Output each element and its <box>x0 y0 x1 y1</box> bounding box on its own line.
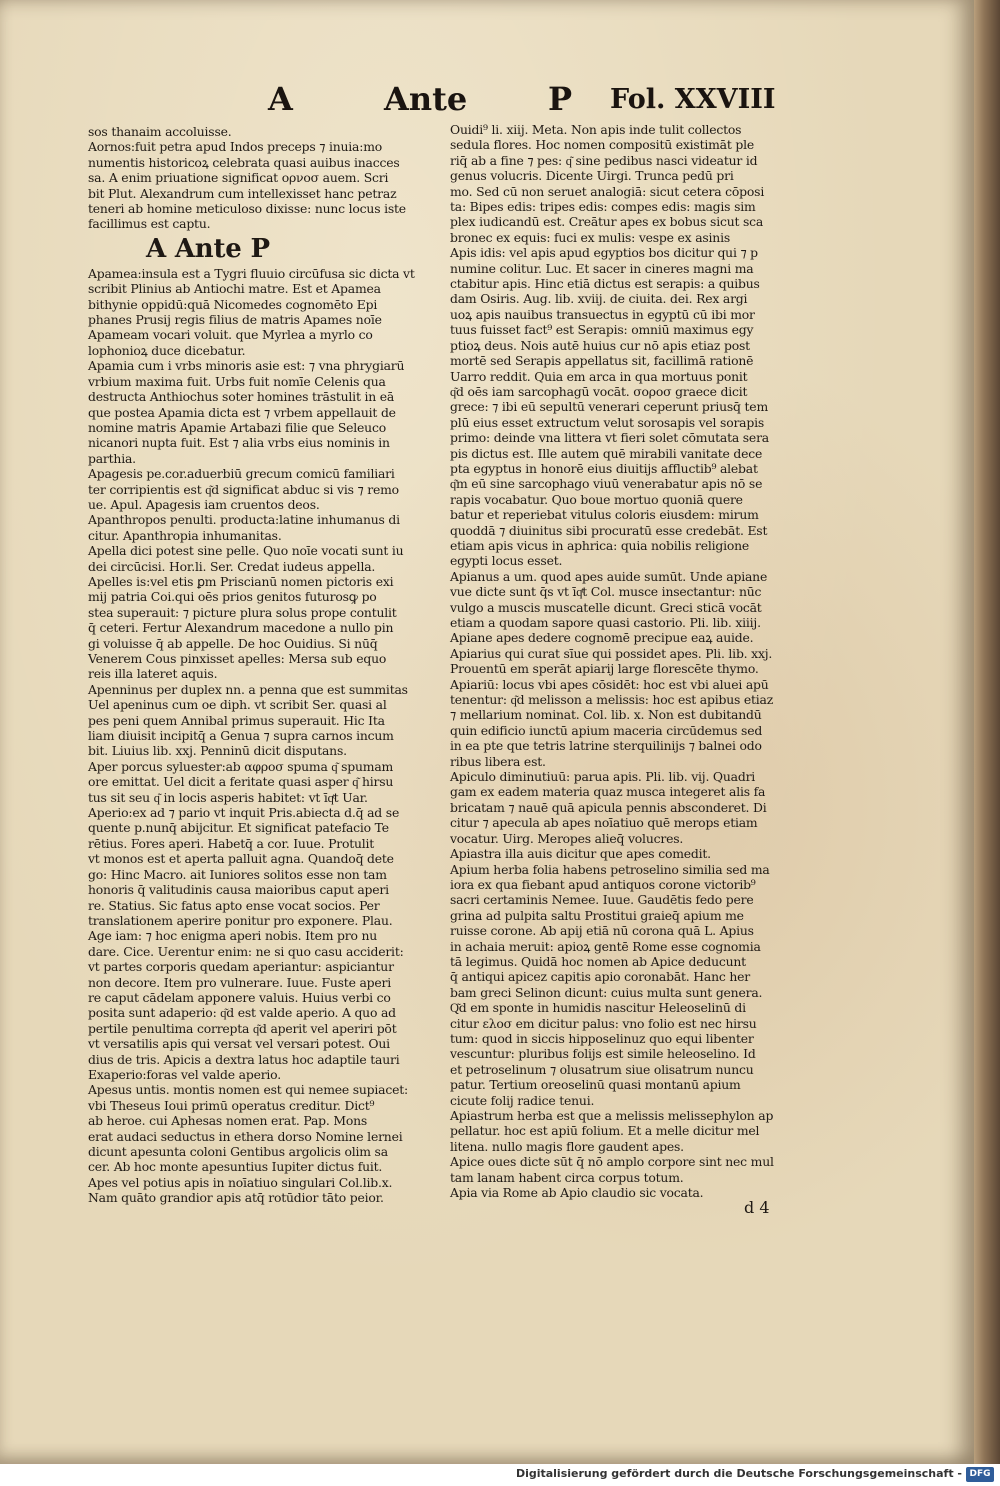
text-line: vbi Theseus Ioui primū operatus creditur. Dict⁹ <box>88 1097 375 1113</box>
text-line: sa. A enim priuatione significat ορνοσ auem. Scri <box>88 170 389 186</box>
text-line: mo. Sed cū non seruet analogiā: sicut cetera cōposi <box>450 183 765 199</box>
text-line: Apianus a um. quod apes auide sumūt. Unde apiane <box>450 568 768 584</box>
text-line: Ouidi⁹ li. xiij. Meta. Non apis inde tulit collectos <box>450 122 742 137</box>
signature-mark: d 4 <box>744 1198 770 1217</box>
text-line: ctabitur apis. Hinc etiā dictus est serapis: a quibus <box>450 276 760 292</box>
text-line: pes peni quem Annibal primus superauit. Hic Ita <box>88 712 385 728</box>
text-line: honoris q̄ valitudinis causa maioribus caput aperi <box>88 882 389 898</box>
text-line: in ea pte que tetris latrine sterquilinijs ⁊ balnei odo <box>450 738 762 754</box>
text-line: Q͂d em sponte in humidis nascitur Heleoselinū di <box>450 1000 746 1016</box>
text-line: mij patria Coi.qui oēs prios genitos futurosꝙ po <box>88 589 377 605</box>
text-line: plū eius esset extructum velut sorosapis vel sorapis <box>450 414 765 430</box>
text-line: non decore. Item pro vulnerare. Iuue. Fuste aperi <box>88 974 391 990</box>
text-line: stea superauit: ⁊ picture plura solus prope contulit <box>88 604 397 620</box>
text-line: vt versatilis apis qui versat vel versari potest. Oui <box>88 1036 390 1052</box>
text-line: Uel apeninus cum oe diph. vt scribit Ser. quasi al <box>88 697 387 713</box>
text-line: Apiastra illa auis dicitur que apes comedit. <box>450 846 711 862</box>
text-line: ab heroe. cui Aphesas nomen erat. Pap. Mons <box>88 1113 368 1129</box>
text-line: Apis idis: vel apis apud egyptios bos dicitur qui ⁊ p <box>450 245 758 261</box>
text-line: Apameam vocari voluit. que Myrlea a myrlo co <box>88 327 373 343</box>
dfg-logo: DFG <box>966 1467 994 1482</box>
text-line: dei circūcisi. Hor.li. Ser. Credat iudeus appella. <box>88 558 376 574</box>
text-line: Apiariū: locus vbi apes cōsidēt: hoc est vbi aluei apū <box>450 676 769 692</box>
text-line: vescuntur: pluribus folijs est simile heleoselino. Id <box>450 1046 756 1062</box>
text-line: facillimus est captu. <box>88 216 211 232</box>
text-line: sedula flores. Hoc nomen compositū existimāt ple <box>450 137 755 153</box>
text-line: egypti locus esset. <box>450 553 563 569</box>
text-line: bricatam ⁊ nauē quā apicula pennis absconderet. Di <box>450 799 767 815</box>
text-line: Uarro reddit. Quia em arca in qua mortuus ponit <box>450 368 748 384</box>
text-line: dam Osiris. Aug. lib. xviij. de ciuita. dei. Rex argi <box>450 291 748 307</box>
text-line: Apiane apes dedere cognomē precipue eaꝝ auide. <box>450 630 754 646</box>
text-line: Apium herba folia habens petroselino similia sed ma <box>450 861 770 877</box>
text-line: grina ad pulpita saltu Prostitui graieq̄ apium me <box>450 907 744 923</box>
text-line: Apiarius qui curat sīue qui possidet apes. Pli. lib. xxj. <box>450 645 773 661</box>
text-line: pertile penultima correpta q͂d aperit vel aperiri pōt <box>88 1020 397 1036</box>
text-line: pellatur. hoc est apiū folium. Et a melle dicitur mel <box>450 1123 760 1139</box>
left-column <box>88 124 436 1206</box>
left-main-entries <box>88 266 436 1206</box>
text-line: vrbium maxima fuit. Urbs fuit nomīe Celenis qua <box>88 373 386 389</box>
text-line: gi voluisse q̄ ab appelle. De hoc Ouidius. Si nūq̄ <box>88 635 378 651</box>
text-line: riq̄ ab a fine ⁊ pes: q͂ sine pedibus nasci videatur id <box>450 152 758 168</box>
text-line: dius de tris. Apicis a dextra latus hoc adaptile tauri <box>88 1051 400 1067</box>
text-line: nicanori nupta fuit. Est ⁊ alia vrbs eius nominis in <box>88 435 390 451</box>
text-line: Apiastrum herba est que a melissis melissephylon ap <box>450 1108 774 1123</box>
text-line: etiam a quodam sapore quasi castorio. Pli. lib. xiiij. <box>450 615 761 630</box>
text-line: Aper porcus syluester:ab αφροσ spuma q͂ spumam <box>88 758 394 774</box>
text-line: translationem aperire ponitur pro exponere. Plau. <box>88 912 393 928</box>
text-line: vue dicte sunt q̄s vt īqͭt Col. musce insectantur: nūc <box>450 584 762 600</box>
text-line: ore emittat. Uel dicit a feritate quasi asper q͂ hirsu <box>88 774 394 790</box>
text-line: parthia. <box>88 450 136 466</box>
text-line: grece: ⁊ ibi eū sepultū venerari ceperunt priusq̄ tem <box>450 399 768 415</box>
page-edge <box>974 0 1000 1464</box>
text-line: tam lanam habent circa corpus totum. <box>450 1169 684 1185</box>
text-line: teneri ab homine meticuloso dixisse: nunc locus iste <box>88 201 406 217</box>
text-line: Apamia cum i vrbs minoris asie est: ⁊ vna phrygiarū <box>88 358 405 374</box>
text-line: Apenninus per duplex nn. a penna que est summitas <box>88 681 408 697</box>
folio-number: Fol. XXVIII <box>610 84 776 115</box>
text-line: bit Plut. Alexandrum cum intellexisset hanc petraz <box>88 185 397 201</box>
text-line: ribus libera est. <box>450 753 546 769</box>
text-line: q͂d oēs iam sarcophagū vocāt. σοροσ graece dicit <box>450 383 748 399</box>
text-line: go: Hinc Macro. ait Iuniores solitos esse non tam <box>88 866 387 882</box>
text-line: Nam quāto grandior apis atq̄ rotūdior tāto peior. <box>88 1190 384 1206</box>
text-line: Prouentū em sperāt apiarij large florescēte thymo. <box>450 661 759 677</box>
header-word: Ante <box>384 80 468 118</box>
header-letter-2: P <box>548 80 573 118</box>
text-line: genus volucris. Dicente Uirgi. Trunca pedū pri <box>450 168 734 184</box>
text-line: pta egyptus in honorē eius diuitijs affluctib⁹ alebat <box>450 460 758 476</box>
text-line: vt partes corporis quedam aperiantur: aspiciantur <box>88 959 394 975</box>
text-line: Apice oues dicte sūt q̄ nō amplo corpore sint nec mul <box>450 1154 774 1170</box>
text-line: liam diuisit incipitq̄ a Genua ⁊ supra carnos incum <box>88 728 394 744</box>
text-line: tuus fuisset fact⁹ est Serapis: omniū maximus egy <box>450 322 754 338</box>
text-line: destructa Anthiochus soter homines trāstulit in eā <box>88 389 395 405</box>
text-line: Age iam: ⁊ hoc enigma aperi nobis. Item pro nu <box>88 928 378 944</box>
text-line: vulgo a muscis muscatelle dicunt. Greci sticā vocāt <box>450 599 762 615</box>
text-line: q̄ antiqui apicez capitis apio coronabāt. Hanc her <box>450 969 750 985</box>
text-line: Apia via Rome ab Apio claudio sic vocata. <box>450 1185 704 1201</box>
text-line: Apanthropos penulti. producta:latine inhumanus di <box>88 512 400 528</box>
header-letter: A <box>268 80 293 118</box>
text-line: que postea Apamia dicta est ⁊ vrbem appellauit de <box>88 404 396 420</box>
text-line: cer. Ab hoc monte apesuntius Iupiter dictus fuit. <box>88 1159 383 1175</box>
text-line: ta: Bipes edis: tripes edis: compes edis: magis sim <box>450 199 756 215</box>
text-line: ter corripientis est q͂d significat abduc si vis ⁊ remo <box>88 481 399 497</box>
text-line: tenentur: q͂d melisson a melissis: hoc est apibus etiaz <box>450 692 774 708</box>
text-line: etiam apis vicus in aphrica: quia nobilis religione <box>450 537 750 553</box>
text-line: numentis historicoꝝ celebrata quasi auibus inacces <box>88 154 400 170</box>
text-line: numine colitur. Luc. Et sacer in cineres magni ma <box>450 260 754 276</box>
text-line: iora ex qua fiebant apud antiquos corone victorib⁹ <box>450 876 756 892</box>
text-line: ptioꝝ deus. Nois autē huius cur nō apis etiaz post <box>450 337 750 353</box>
text-line: Apelles is:vel etis ꝑm Priscianū nomen pictoris exi <box>88 573 394 589</box>
text-line: scribit Plinius ab Antiochi matre. Est et Apamea <box>88 281 381 297</box>
text-line: sacri certaminis Nemee. Iuue. Gaudētis fedo pere <box>450 892 754 908</box>
text-line: uoꝝ apis nauibus transuectus in egyptū cū ibi mor <box>450 306 755 322</box>
footer-bar <box>0 1464 1000 1486</box>
text-line: rapis vocabatur. Quo boue mortuo quoniā quere <box>450 491 743 507</box>
text-line: vt monos est et aperta palluit agna. Quandoq̄ dete <box>88 851 394 867</box>
text-line: Apiculo diminutiuū: parua apis. Pli. lib. vij. Quadri <box>450 769 756 785</box>
text-line: lophonioꝝ duce dicebatur. <box>88 342 246 358</box>
text-line: ruisse corone. Ab apij etiā nū corona quā L. Apius <box>450 923 754 939</box>
text-line: Apesus untis. montis nomen est qui nemee supiacet: <box>88 1082 408 1098</box>
funding-credit: Digitalisierung gefördert durch die Deutsche Forschungsgemeinschaft - <box>515 1467 962 1480</box>
text-line: tus sit seu q͂ in locis asperis habitet: vt īqͭt Uar. <box>88 789 368 805</box>
text-line: Apamea:insula est a Tygri fluuio circūfusa sic dicta vt <box>88 265 415 281</box>
text-line: primo: deinde vna littera vt fieri solet cōmutata sera <box>450 430 769 446</box>
text-line: reis illa lateret aquis. <box>88 666 218 682</box>
text-line: quin edificio iunctū apium maceria circūdemus sed <box>450 722 763 738</box>
text-line: vocatur. Uirg. Meropes alieq̄ volucres. <box>450 830 684 846</box>
text-line: plex iudicandū est. Creātur apes ex bobus sicut sca <box>450 214 764 230</box>
text-line: rētius. Fores aperi. Habetq̄ a cor. Iuue. Protulit <box>88 835 375 851</box>
text-line: sos thanaim accoluisse. <box>88 124 232 139</box>
text-line: bam greci Selinon dicunt: cuius multa sunt genera. <box>450 984 763 1000</box>
text-line: dare. Cice. Uerentur enim: ne si quo casu acciderit: <box>88 943 404 959</box>
text-line: in achaia meruit: apioꝝ gentē Rome esse cognomia <box>450 938 761 954</box>
text-line: litena. nullo magis flore gaudent apes. <box>450 1138 684 1154</box>
text-line: bit. Liuius lib. xxj. Penninū dicit disputans. <box>88 743 347 759</box>
text-line: Venerem Cous pinxisset apelles: Mersa sub equo <box>88 651 387 666</box>
text-line: nomine matris Apamie Artabazi filie que Seleuco <box>88 419 386 435</box>
text-line: pis dictus est. Ille autem quē mirabili vanitate dece <box>450 445 763 461</box>
text-line: q̄ ceteri. Fertur Alexandrum macedone a nullo pin <box>88 620 394 636</box>
text-line: tum: quod in siccis hipposelinuz quo equi libenter <box>450 1030 754 1046</box>
text-line: Exaperio:foras vel valde aperio. <box>88 1066 281 1082</box>
text-line: Aperio:ex ad ⁊ pario vt inquit Pris.abiecta d.q̄ ad se <box>88 805 400 821</box>
text-line: batur et reperiebat vitulus coloris eiusdem: mirum <box>450 507 759 523</box>
text-line: phanes Prusij regis filius de matris Apames noīe <box>88 312 382 328</box>
section-subheading: A Ante P <box>146 233 270 264</box>
text-line: bithynie oppidū:quā Nicomedes cognomēto Epi <box>88 296 378 312</box>
text-line: patur. Tertium oreoselinū quasi montanū apium <box>450 1077 741 1093</box>
text-line: q͂m eū sine sarcophago viuū venerabatur apis nō se <box>450 476 763 492</box>
text-line: gam ex eadem materia quaz musca integeret alis fa <box>450 784 766 800</box>
left-top-entries <box>88 124 436 232</box>
text-line: mortē sed Serapis appellatus sit, facillimā rationē <box>450 353 754 369</box>
text-line: ue. Apul. Apagesis iam cruentos deos. <box>88 496 320 512</box>
text-line: cicute folij radice tenui. <box>450 1092 595 1108</box>
text-line: quente p.nunq̄ abijcitur. Et significat patefacio Te <box>88 820 389 836</box>
right-column <box>450 122 802 1200</box>
text-line: Apes vel potius apis in noīatiuo singulari Col.lib.x. <box>88 1174 393 1190</box>
text-line: citur ⁊ apecula ab apes noīatiuo quē merops etiam <box>450 815 758 831</box>
text-line: Apagesis pe.cor.aduerbiū grecum comicū familiari <box>88 466 395 482</box>
text-line: re. Statius. Sic fatus apto ense vocat socios. Per <box>88 897 380 913</box>
text-line: et petroselinum ⁊ olusatrum siue olisatrum nuncu <box>450 1061 754 1077</box>
text-line: bronec ex equis: fuci ex mulis: vespe ex asinis <box>450 229 731 245</box>
text-line: dicunt apesunta coloni Gentibus argolicis olim sa <box>88 1144 388 1159</box>
text-line: citur. Apanthropia inhumanitas. <box>88 527 282 543</box>
text-line: re caput cādelam apponere valuis. Huius verbi co <box>88 989 391 1005</box>
text-line: tā legimus. Quidā hoc nomen ab Apice deducunt <box>450 953 746 969</box>
text-line: citur ελοσ em dicitur palus: vno folio est nec hirsu <box>450 1015 757 1031</box>
text-line: posita sunt adaperio: q͂d est valde aperio. A quo ad <box>88 1005 396 1021</box>
text-line: quoddā ⁊ diuinitus sibi procuratū esse credebāt. Est <box>450 522 768 538</box>
text-line: erat audaci seductus in ethera dorso Nomine lernei <box>88 1128 403 1144</box>
text-line: Aornos:fuit petra apud Indos preceps ⁊ inuia:mo <box>88 139 383 155</box>
text-line: Apella dici potest sine pelle. Quo noīe vocati sunt iu <box>88 543 404 559</box>
text-line: ⁊ mellarium nominat. Col. lib. x. Non est dubitandū <box>450 707 762 723</box>
